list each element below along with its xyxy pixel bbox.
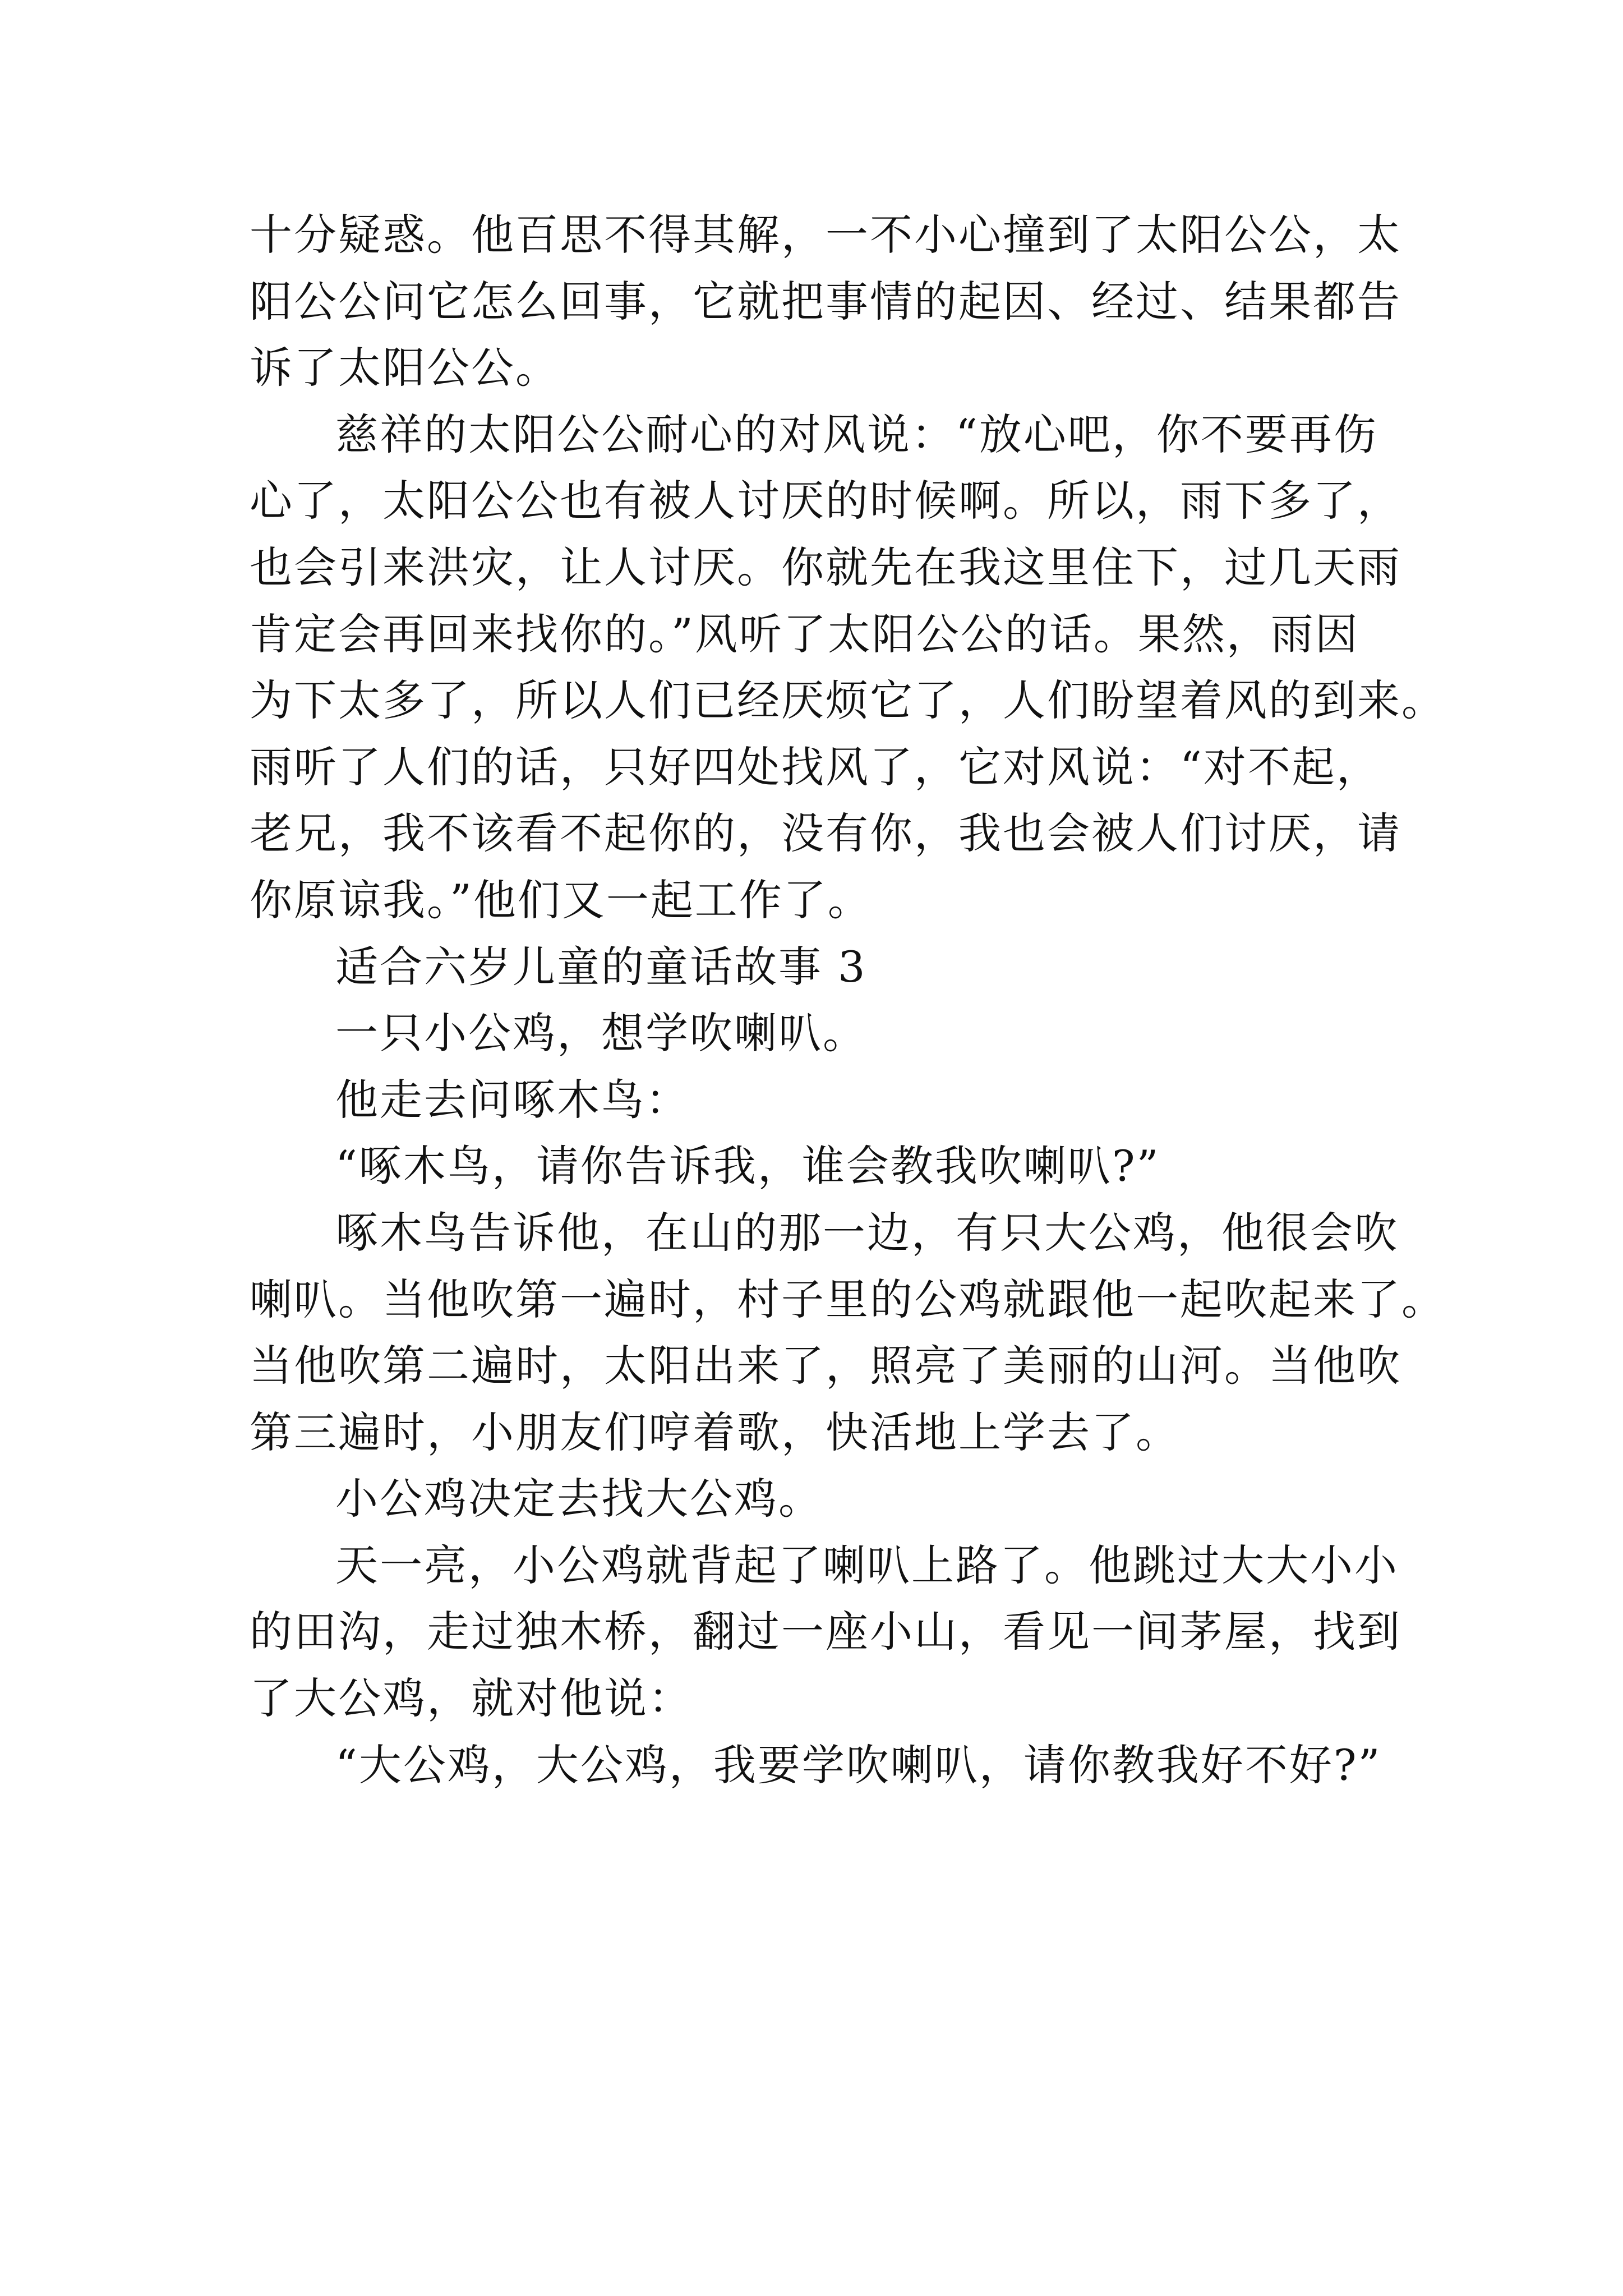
text-line: 阳公公问它怎么回事，它就把事情的起因、经过、结果都告: [250, 276, 1401, 326]
text-line: 肯定会再回来找你的。”风听了太阳公公的话。果然，雨因: [250, 609, 1359, 659]
text-line: 天一亮，小公鸡就背起了喇叭上路了。他跳过大大小小: [335, 1540, 1399, 1590]
text-line: 老兄，我不该看不起你的，没有你，我也会被人们讨厌，请: [250, 808, 1401, 859]
text-line: 心了，太阳公公也有被人讨厌的时候啊。所以，雨下多了，: [250, 476, 1401, 526]
text-line: 诉了太阳公公。: [250, 343, 560, 393]
text-line: 你原谅我。”他们又一起工作了。: [250, 875, 872, 925]
text-line: “啄木鸟，请你告诉我，谁会教我吹喇叭?”: [335, 1141, 1160, 1191]
text-line: 雨听了人们的话，只好四处找风了，它对风说：“对不起，: [250, 742, 1381, 792]
text-line: “大公鸡，大公鸡，我要学吹喇叭，请你教我好不好?”: [335, 1740, 1382, 1790]
text-line: 当他吹第二遍时，太阳出来了，照亮了美丽的山河。当他吹: [250, 1341, 1401, 1391]
text-line: 十分疑惑。他百思不得其解，一不小心撞到了太阳公公，太: [250, 210, 1401, 260]
text-line: 喇叭。当他吹第一遍时，村子里的公鸡就跟他一起吹起来了。: [250, 1274, 1446, 1324]
text-line: 慈祥的太阳公公耐心的对风说：“放心吧，你不要再伤: [335, 409, 1378, 459]
text-line: 一只小公鸡，想学吹喇叭。: [335, 1008, 867, 1059]
text-line: 了大公鸡，就对他说：: [250, 1673, 693, 1724]
text-line: 为下太多了，所以人们已经厌烦它了，人们盼望着风的到来。: [250, 675, 1446, 726]
text-line: 的田沟，走过独木桥，翻过一座小山，看见一间茅屋，找到: [250, 1607, 1401, 1657]
document-body: [250, 202, 1446, 1798]
text-line: 也会引来洪灾，让人讨厌。你就先在我这里住下，过几天雨: [250, 542, 1401, 592]
text-line: 适合六岁儿童的童话故事 3: [335, 941, 867, 992]
text-line: 他走去问啄木鸟：: [335, 1074, 690, 1125]
text-line: 小公鸡决定去找大公鸡。: [335, 1474, 823, 1524]
text-line: 第三遍时，小朋友们哼着歌，快活地上学去了。: [250, 1407, 1180, 1457]
text-line: 啄木鸟告诉他，在山的那一边，有只大公鸡，他很会吹: [335, 1207, 1399, 1258]
